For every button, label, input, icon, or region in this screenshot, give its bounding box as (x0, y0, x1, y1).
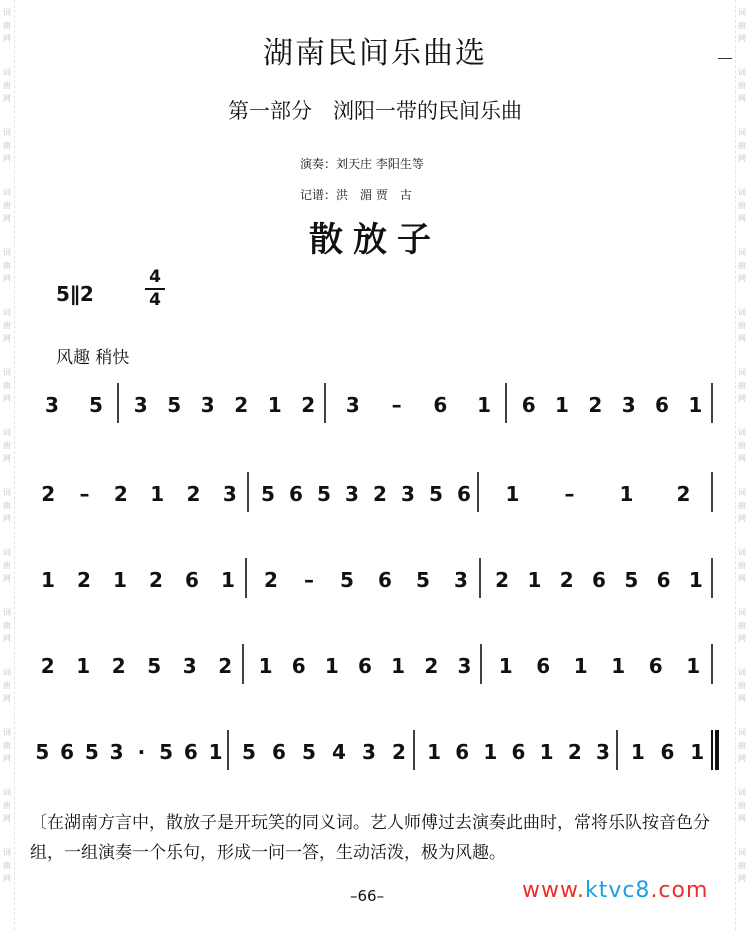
score-note: 2 (588, 393, 603, 417)
score-note: 2 (301, 393, 316, 417)
watermark-char: 曲 (738, 801, 746, 810)
score-note: 1 (41, 568, 55, 592)
watermark-char: 词 (3, 428, 11, 437)
section-title: 第一部分 浏阳一带的民间乐曲 (228, 99, 522, 123)
score-note: 6 (511, 740, 526, 764)
score-note: – (304, 568, 314, 592)
watermark-char: 网 (3, 274, 11, 283)
score-note: 1 (221, 568, 235, 592)
watermark-char: 词 (738, 128, 746, 137)
score-note: 2 (40, 654, 55, 678)
score-note: 5 (340, 568, 354, 592)
watermark-char: 曲 (738, 81, 746, 90)
watermark-char: 曲 (3, 441, 11, 450)
watermark-char: 曲 (3, 141, 11, 150)
score-note: 6 (521, 393, 536, 417)
site-watermark (522, 878, 708, 903)
watermark-char: 网 (3, 874, 11, 883)
watermark-char: 曲 (738, 201, 746, 210)
watermark-char: 网 (738, 694, 746, 703)
notation-credit: 记谱：洪 湄 贾 古 (300, 188, 412, 202)
watermark-char: 词 (738, 608, 746, 617)
watermark-char: 词 (3, 128, 11, 137)
score-note: 5 (429, 482, 443, 506)
score-note: 1 (688, 568, 703, 592)
watermark-char: 曲 (738, 381, 746, 390)
watermark-char: 网 (3, 154, 11, 163)
watermark-char: 词 (738, 848, 746, 857)
watermark-char: 曲 (3, 561, 11, 570)
watermark-char: 曲 (3, 81, 11, 90)
score-note: 6 (289, 482, 303, 506)
tempo-marking: 风趣 稍快 (56, 348, 130, 368)
score-note: 3 (222, 482, 237, 506)
watermark-char: 曲 (738, 501, 746, 510)
score-note: 4 (332, 740, 346, 764)
score-note: 1 (498, 654, 513, 678)
score-note: 3 (200, 393, 215, 417)
score-note: – (391, 393, 402, 417)
score-note: 6 (358, 654, 372, 678)
watermark-char: 曲 (738, 261, 746, 270)
score-note: 6 (648, 654, 663, 678)
footnote: 〔在湖南方言中，散放子是开玩笑的同义词。艺人师傅过去演奏此曲时，常将乐队按音色分组，一组演奏一个乐句，形成一问一答，生动活泼，极为风趣。 (30, 813, 710, 863)
watermark-char: 曲 (3, 21, 11, 30)
watermark-char: 词 (738, 248, 746, 257)
watermark-char: 词 (3, 248, 11, 257)
watermark-char: 曲 (738, 141, 746, 150)
score-note: 5 (147, 654, 162, 678)
watermark-char: 网 (3, 574, 11, 583)
watermark-char: 词 (3, 848, 11, 857)
watermark-char: 网 (3, 394, 11, 403)
score-note: 3 (621, 393, 636, 417)
score-note: 2 (264, 568, 278, 592)
score-note: 1 (619, 482, 634, 506)
score-note: 1 (324, 654, 339, 678)
time-signature-bottom: 4 (149, 290, 161, 310)
score-note: 6 (185, 568, 199, 592)
watermark-char: 词 (3, 488, 11, 497)
watermark-char: 网 (3, 454, 11, 463)
watermark-char: 网 (738, 274, 746, 283)
score-note: 2 (234, 393, 249, 417)
piece-title: 散放子 (309, 220, 441, 260)
watermark-char: 词 (738, 428, 746, 437)
watermark-char: 词 (738, 548, 746, 557)
score-note: 5 (317, 482, 331, 506)
score-note: 6 (455, 740, 470, 764)
score-note: 5 (159, 740, 174, 764)
watermark-char: 曲 (3, 801, 11, 810)
watermark-char: 网 (738, 94, 746, 103)
score-note: 3 (133, 393, 148, 417)
performers-credit: 演奏：刘天庄 李阳生等 (300, 157, 424, 171)
score-note: 5 (624, 568, 639, 592)
watermark-char: 曲 (738, 561, 746, 570)
watermark-char: 网 (738, 154, 746, 163)
score-note: 2 (149, 568, 163, 592)
watermark-char: 曲 (3, 321, 11, 330)
watermark-char: 网 (3, 694, 11, 703)
watermark-char: 曲 (3, 381, 11, 390)
score-note: 5 (167, 393, 182, 417)
watermark-char: 词 (738, 788, 746, 797)
score-note: 6 (60, 740, 75, 764)
watermark-char: 词 (738, 188, 746, 197)
site-suffix: .com (650, 878, 709, 903)
score-note: 6 (183, 740, 198, 764)
score-note: 1 (573, 654, 588, 678)
page-number: –66– (350, 887, 385, 905)
watermark-char: 曲 (738, 681, 746, 690)
watermark-char: 词 (738, 8, 746, 17)
score-note: 1 (690, 740, 705, 764)
watermark-char: 词 (738, 308, 746, 317)
score-note: · (137, 740, 146, 764)
score-note: 1 (267, 393, 282, 417)
key-signature: 5∥2 (56, 282, 94, 306)
score-note: 1 (76, 654, 91, 678)
watermark-char: 网 (738, 814, 746, 823)
score-note: 2 (186, 482, 201, 506)
watermark-char: 网 (3, 94, 11, 103)
watermark-char: 词 (3, 368, 11, 377)
watermark-char: 词 (738, 728, 746, 737)
site-brand: ktvc8 (584, 878, 651, 903)
watermark-char: 曲 (738, 21, 746, 30)
score-note: 3 (345, 482, 359, 506)
watermark-char: 网 (738, 874, 746, 883)
score-note: 6 (272, 740, 286, 764)
score-note: 3 (457, 654, 472, 678)
watermark-char: 词 (3, 728, 11, 737)
score-note: 2 (495, 568, 510, 592)
score-note: 6 (378, 568, 392, 592)
watermark-char: 曲 (3, 261, 11, 270)
watermark-char: 曲 (3, 621, 11, 630)
score-note: 5 (302, 740, 316, 764)
score-note: 3 (595, 740, 610, 764)
watermark-char: 网 (738, 394, 746, 403)
watermark-char: 词 (3, 308, 11, 317)
site-prefix: www. (522, 878, 585, 903)
score-note: 5 (261, 482, 275, 506)
score-note: – (564, 482, 575, 506)
watermark-char: 词 (3, 68, 11, 77)
score-note: 3 (401, 482, 415, 506)
score-note: 1 (483, 740, 498, 764)
score-note: 6 (656, 568, 671, 592)
score-note: 2 (559, 568, 574, 592)
watermark-char: 网 (3, 34, 11, 43)
score-note: 1 (113, 568, 127, 592)
watermark-char: 词 (738, 668, 746, 677)
score-note: 3 (362, 740, 376, 764)
score-note: 5 (416, 568, 430, 592)
score-note: 3 (109, 740, 124, 764)
score-note: 1 (505, 482, 520, 506)
score-note: 1 (477, 393, 492, 417)
score-note: 5 (242, 740, 256, 764)
score-note: 2 (111, 654, 126, 678)
score-note: 2 (676, 482, 691, 506)
score-note: 5 (35, 740, 50, 764)
watermark-char: 网 (738, 514, 746, 523)
score-note: 1 (630, 740, 645, 764)
watermark-char: 网 (3, 754, 11, 763)
watermark-char: 词 (3, 188, 11, 197)
watermark-char: 词 (738, 488, 746, 497)
score-note: 6 (536, 654, 551, 678)
watermark-char: 网 (3, 814, 11, 823)
watermark-char: 曲 (3, 501, 11, 510)
score-note: 1 (539, 740, 554, 764)
watermark-char: 曲 (3, 681, 11, 690)
score-note: 1 (611, 654, 626, 678)
watermark-char: 曲 (738, 441, 746, 450)
score-note: 2 (392, 740, 406, 764)
score-note: 1 (391, 654, 406, 678)
score-note: 6 (655, 393, 669, 417)
watermark-char: 网 (738, 34, 746, 43)
watermark-char: 词 (738, 368, 746, 377)
score-note: 6 (291, 654, 306, 678)
watermark-char: 网 (738, 454, 746, 463)
watermark-char: 网 (738, 214, 746, 223)
watermark-char: 词 (3, 788, 11, 797)
watermark-char: 网 (3, 514, 11, 523)
watermark-char: 网 (738, 334, 746, 343)
score-note: 6 (433, 393, 448, 417)
score-note: 2 (41, 482, 56, 506)
watermark-char: 词 (3, 8, 11, 17)
watermark-char: 曲 (738, 321, 746, 330)
watermark-char: 曲 (738, 741, 746, 750)
score-note: 5 (84, 740, 99, 764)
score-note: 1 (555, 393, 569, 417)
score-note: 6 (660, 740, 675, 764)
watermark-char: 词 (3, 608, 11, 617)
score-note: 1 (258, 654, 273, 678)
score-note: 2 (373, 482, 387, 506)
score-note: 6 (592, 568, 606, 592)
score-note: 6 (457, 482, 471, 506)
watermark-char: 网 (738, 754, 746, 763)
score-note: 1 (688, 393, 703, 417)
watermark-char: 曲 (3, 861, 11, 870)
score-note: 2 (424, 654, 439, 678)
score-note: 1 (427, 740, 442, 764)
watermark-char: 网 (3, 214, 11, 223)
score-note: – (79, 482, 90, 506)
score-note: 3 (182, 654, 197, 678)
score-note: 3 (45, 393, 59, 417)
score-note: 3 (454, 568, 468, 592)
score-note: 2 (567, 740, 582, 764)
score-note: 1 (527, 568, 542, 592)
watermark-char: 网 (3, 634, 11, 643)
watermark-char: 网 (738, 634, 746, 643)
watermark-char: 网 (738, 574, 746, 583)
watermark-char: 曲 (738, 621, 746, 630)
watermark-char: 曲 (3, 741, 11, 750)
watermark-char: 网 (3, 334, 11, 343)
score-note: 2 (218, 654, 233, 678)
score-note: 2 (113, 482, 128, 506)
time-signature-top: 4 (149, 267, 161, 287)
score-note: 2 (77, 568, 91, 592)
score-note: 3 (345, 393, 360, 417)
score-note: 1 (686, 654, 701, 678)
watermark-char: 词 (738, 68, 746, 77)
watermark-char: 曲 (3, 201, 11, 210)
watermark-char: 曲 (738, 861, 746, 870)
score-note: 1 (150, 482, 165, 506)
score-note: 5 (89, 393, 103, 417)
watermark-char: 词 (3, 548, 11, 557)
watermark-char: 词 (3, 668, 11, 677)
score-note: 1 (208, 740, 223, 764)
book-title: 湖南民间乐曲选 (263, 36, 487, 71)
